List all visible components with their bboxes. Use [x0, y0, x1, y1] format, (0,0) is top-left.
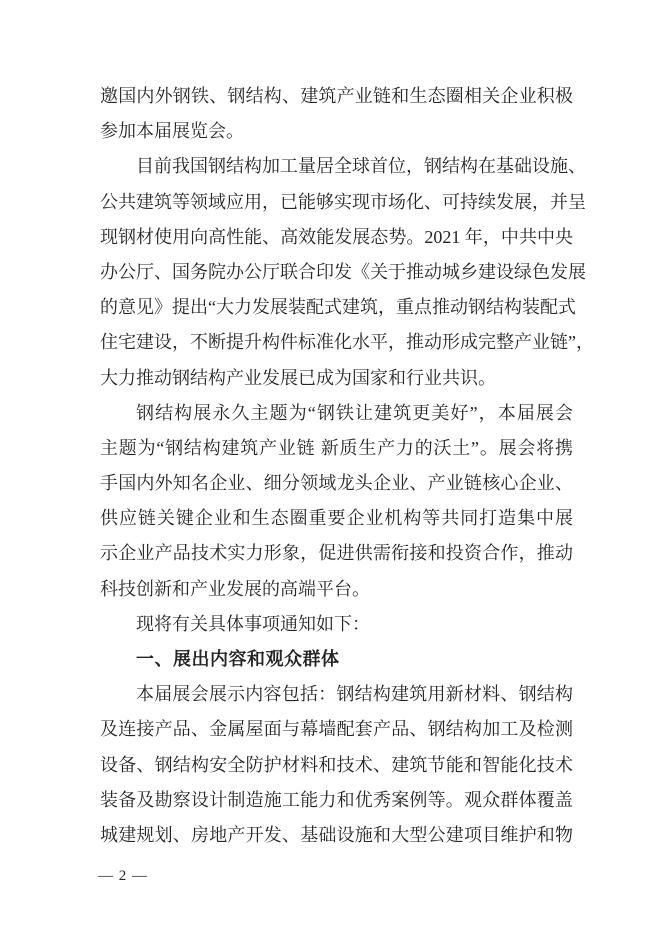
body-line: 现将有关具体事项通知如下： [136, 613, 370, 634]
body-line: 参加本届展览会。 [100, 121, 244, 142]
body-line: 及连接产品、金属屋面与幕墙配套产品、钢结构加工及检测 [100, 719, 573, 740]
body-line: 供应链关键企业和生态圈重要企业机构等共同打造集中展 [100, 508, 573, 529]
body-line: 手国内外知名企业、细分领域龙头企业、产业链核心企业、 [100, 473, 573, 494]
section-heading: 一、展出内容和观众群体 [136, 649, 340, 669]
text-block [100, 79, 594, 853]
body-line: 科技创新和产业发展的高端平台。 [100, 578, 370, 599]
body-line: 目前我国钢结构加工量居全球首位，钢结构在基础设施、 [136, 156, 586, 177]
body-line: 本届展会展示内容包括：钢结构建筑用新材料、钢结构 [136, 684, 573, 705]
body-line: 现钢材使用向高性能、高效能发展态势。2021 年，中共中央 [100, 226, 573, 247]
body-line: 示企业产品技术实力形象，促进供需衔接和投资合作，推动 [100, 543, 573, 564]
body-line: 钢结构展永久主题为“钢铁让建筑更美好”，本届展会 [136, 402, 573, 423]
body-line: 设备、钢结构安全防护材料和技术、建筑节能和智能化技术 [100, 754, 573, 775]
body-line: 大力推动钢结构产业发展已成为国家和行业共识。 [100, 367, 496, 388]
page-number: — 2 — [98, 868, 148, 884]
body-line: 主题为“钢结构建筑产业链 新质生产力的沃土”。展会将携 [100, 437, 573, 458]
body-line: 公共建筑等领域应用，已能够实现市场化、可持续发展，并呈 [100, 191, 586, 212]
body-line: 办公厅、国务院办公厅联合印发《关于推动城乡建设绿色发展 [100, 261, 586, 282]
body-line: 住宅建设，不断提升构件标准化水平，推动形成完整产业链”， [100, 332, 594, 353]
body-line: 邀国内外钢铁、钢结构、建筑产业链和生态圈相关企业积极 [100, 86, 573, 106]
body-line: 装备及勘察设计制造施工能力和优秀案例等。观众群体覆盖 [100, 789, 573, 810]
body-line: 的意见》提出“大力发展装配式建筑，重点推动钢结构装配式 [100, 297, 576, 318]
body-line: 城建规划、房地产开发、基础设施和大型公建项目维护和物 [100, 824, 573, 845]
